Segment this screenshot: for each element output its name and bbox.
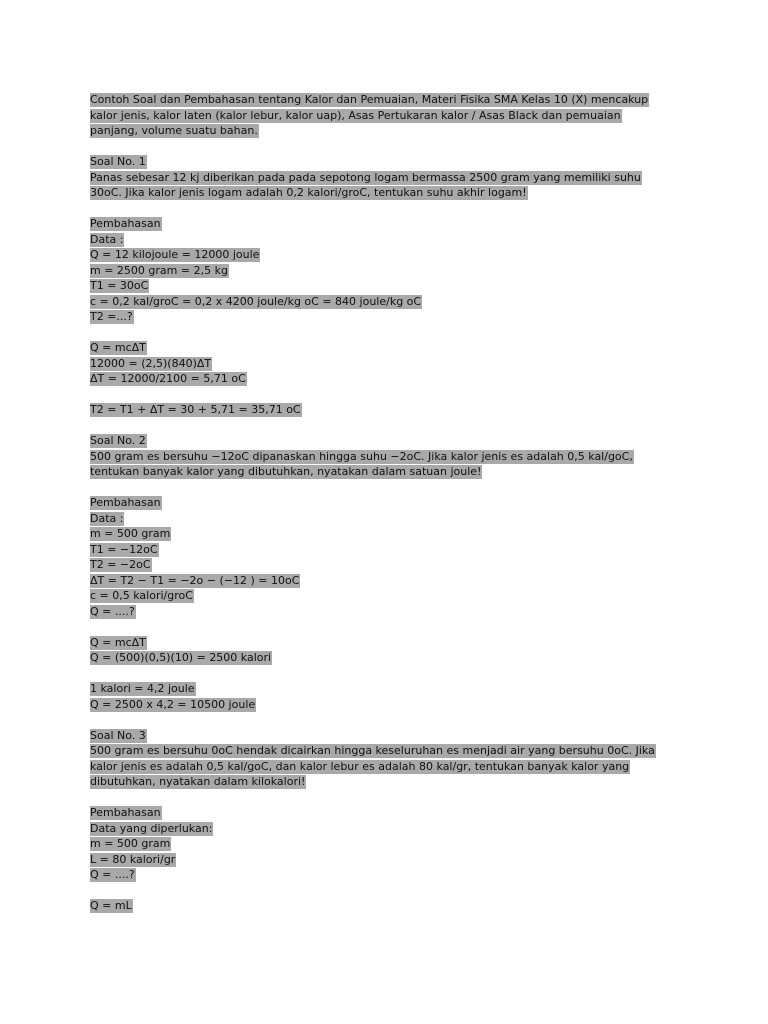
soal-2-result — [90, 681, 690, 712]
text-line: T2 =...? — [90, 310, 133, 323]
soal-1-result — [90, 402, 690, 418]
text-line: 500 gram es bersuhu −12oC dipanaskan hingga suhu −2oC. Jika kalor jenis es adalah 0,5 kal/goC, — [90, 449, 633, 463]
soal-2-data — [90, 495, 690, 619]
intro-paragraph — [90, 92, 690, 139]
text-line: c = 0,5 kalori/groC — [90, 589, 193, 602]
pembahasan-heading: Pembahasan — [90, 217, 161, 230]
text-line: Contoh Soal dan Pembahasan tentang Kalor dan Pemuaian, Materi Fisika SMA Kelas 10 (X) mencakup — [90, 93, 649, 106]
text-line: 1 kalori = 4,2 joule — [90, 682, 195, 695]
soal-1-question — [90, 154, 690, 201]
text-line: ΔT = T2 − T1 = −2o − (−12 ) = 10oC — [90, 573, 300, 587]
text-line: dibutuhkan, nyatakan dalam kilokalori! — [90, 775, 306, 788]
text-line: panjang, volume suatu bahan. — [90, 124, 258, 137]
soal-heading: Soal No. 3 — [90, 728, 146, 742]
text-line: Data yang diperlukan: — [90, 821, 213, 835]
text-line: Q = 12 kilojoule = 12000 joule — [90, 248, 260, 261]
soal-1-data — [90, 216, 690, 325]
text-line: T1 = −12oC — [90, 542, 158, 556]
text-line: Q = mL — [90, 899, 132, 912]
text-line: m = 500 gram — [90, 837, 171, 850]
text-line: L = 80 kalori/gr — [90, 852, 176, 866]
text-line: T2 = −2oC — [90, 558, 151, 571]
soal-2-question — [90, 433, 690, 480]
soal-2-calculation — [90, 635, 690, 666]
text-line: tentukan banyak kalor yang dibutuhkan, nyatakan dalam satuan joule! — [90, 465, 482, 478]
text-line: kalor jenis, kalor laten (kalor lebur, kalor uap), Asas Pertukaran kalor / Asas Black dan pemuaian — [90, 108, 621, 122]
document-body — [90, 92, 690, 929]
text-line: Q = mcΔT — [90, 635, 146, 649]
text-line: kalor jenis es adalah 0,5 kal/goC, dan kalor lebur es adalah 80 kal/gr, tentukan banyak kalor yang — [90, 759, 630, 773]
pembahasan-heading: Pembahasan — [90, 806, 161, 819]
text-line: m = 2500 gram = 2,5 kg — [90, 263, 228, 277]
soal-3-calculation — [90, 898, 690, 914]
text-line: Q = (500)(0,5)(10) = 2500 kalori — [90, 651, 272, 664]
soal-1-calculation — [90, 340, 690, 387]
soal-heading: Soal No. 1 — [90, 155, 146, 168]
text-line: T2 = T1 + ΔT = 30 + 5,71 = 35,71 oC — [90, 403, 301, 416]
text-line: m = 500 gram — [90, 527, 171, 540]
text-line: Q = mcΔT — [90, 341, 146, 354]
text-line: Data : — [90, 511, 124, 525]
pembahasan-heading: Pembahasan — [90, 496, 161, 509]
soal-heading: Soal No. 2 — [90, 434, 146, 447]
text-line: 500 gram es bersuhu 0oC hendak dicairkan hingga keseluruhan es menjadi air yang bersuhu 0oC. Jika — [90, 744, 655, 757]
text-line: 30oC. Jika kalor jenis logam adalah 0,2 kalori/groC, tentukan suhu akhir logam! — [90, 186, 527, 199]
text-line: Data : — [90, 232, 124, 246]
soal-3-data — [90, 805, 690, 883]
text-line: ΔT = 12000/2100 = 5,71 oC — [90, 372, 246, 385]
text-line: c = 0,2 kal/groC = 0,2 x 4200 joule/kg oC = 840 joule/kg oC — [90, 294, 422, 308]
text-line: Q = 2500 x 4,2 = 10500 joule — [90, 697, 256, 711]
soal-3-question — [90, 728, 690, 790]
text-line: 12000 = (2,5)(840)ΔT — [90, 356, 212, 370]
text-line: T1 = 30oC — [90, 279, 149, 292]
text-line: Q = ....? — [90, 868, 135, 881]
text-line: Q = ....? — [90, 604, 135, 618]
text-line: Panas sebesar 12 kj diberikan pada pada sepotong logam bermassa 2500 gram yang memiliki suhu — [90, 170, 641, 184]
